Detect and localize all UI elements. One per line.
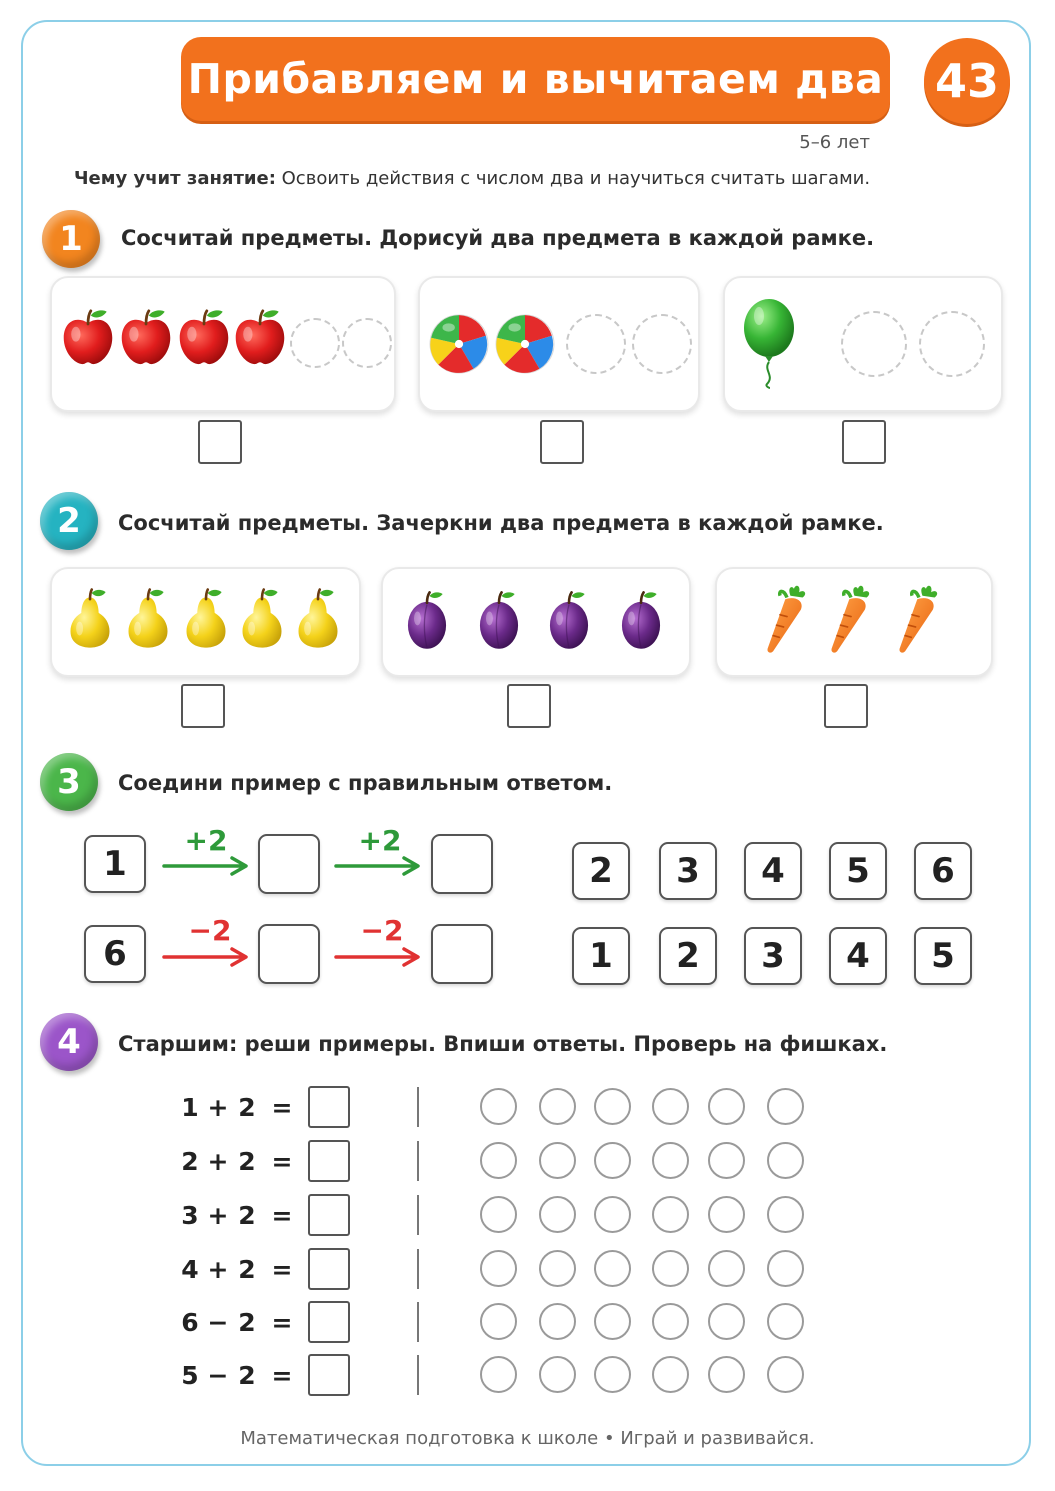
pear-icon[interactable]	[236, 587, 288, 651]
apple-icon	[118, 306, 174, 368]
chain-start-add: 1	[84, 835, 146, 893]
counting-chip[interactable]	[594, 1303, 631, 1340]
answer-option[interactable]: 2	[572, 842, 630, 900]
plum-icon[interactable]	[401, 589, 453, 653]
task-number-4: 4	[40, 1013, 98, 1071]
equation-row	[180, 1086, 306, 1128]
equation-row	[180, 1248, 306, 1290]
task-title-4: Старшим: реши примеры. Впиши ответы. Проверь на фишках.	[118, 1032, 888, 1056]
draw-placeholder[interactable]	[342, 318, 392, 368]
equation-answer-box[interactable]	[308, 1140, 350, 1182]
counting-chip[interactable]	[539, 1356, 576, 1393]
counting-chip[interactable]	[594, 1196, 631, 1233]
task1-frame-balloons	[723, 276, 1003, 412]
counting-chip[interactable]	[539, 1196, 576, 1233]
chain-answer-box[interactable]	[258, 834, 320, 894]
task2-frame-plums	[381, 567, 691, 677]
page-title: Прибавляем и вычитаем два	[187, 55, 884, 103]
lesson-goal	[74, 168, 870, 189]
equals-sign: =	[271, 1200, 293, 1230]
equation-row	[180, 1301, 306, 1343]
ball-icon	[494, 313, 556, 375]
chain-answer-box[interactable]	[431, 924, 493, 984]
divider-line	[417, 1087, 419, 1127]
chain-answer-box[interactable]	[258, 924, 320, 984]
counting-chip[interactable]	[652, 1196, 689, 1233]
counting-chip[interactable]	[652, 1356, 689, 1393]
draw-placeholder[interactable]	[919, 311, 985, 377]
footer-text: Математическая подготовка к школе • Играй и развивайся.	[240, 1428, 815, 1449]
count-answer-box[interactable]	[507, 684, 551, 728]
task-number-2: 2	[40, 492, 98, 550]
counting-chip[interactable]	[708, 1356, 745, 1393]
task-title-1: Сосчитай предметы. Дорисуй два предмета в каждой рамке.	[121, 226, 875, 250]
page-number-badge: 43	[924, 38, 1010, 124]
operand: 2	[238, 1092, 256, 1122]
counting-chip[interactable]	[480, 1303, 517, 1340]
counting-chip[interactable]	[652, 1250, 689, 1287]
equals-sign: =	[271, 1307, 293, 1337]
operand: 2	[238, 1254, 256, 1284]
task-number-1: 1	[42, 210, 100, 268]
counting-chip[interactable]	[652, 1142, 689, 1179]
operand: 2	[238, 1146, 256, 1176]
answer-option[interactable]: 1	[572, 927, 630, 985]
goal-label: Чему учит занятие:	[74, 168, 276, 189]
operand: 2	[238, 1200, 256, 1230]
count-answer-box[interactable]	[540, 420, 584, 464]
answer-option[interactable]: 3	[659, 842, 717, 900]
step-label-add: +2	[358, 824, 402, 857]
apple-icon	[176, 306, 232, 368]
equation-answer-box[interactable]	[308, 1194, 350, 1236]
draw-placeholder[interactable]	[632, 314, 692, 374]
count-answer-box[interactable]	[181, 684, 225, 728]
operand: 4	[181, 1254, 199, 1284]
title-banner	[181, 37, 890, 121]
counting-chip[interactable]	[708, 1088, 745, 1125]
count-answer-box[interactable]	[824, 684, 868, 728]
counting-chip[interactable]	[767, 1196, 804, 1233]
equation-answer-box[interactable]	[308, 1086, 350, 1128]
pear-icon[interactable]	[180, 587, 232, 651]
operator: +	[207, 1200, 229, 1230]
counting-chip[interactable]	[480, 1142, 517, 1179]
counting-chip[interactable]	[708, 1142, 745, 1179]
divider-line	[417, 1249, 419, 1289]
counting-chip[interactable]	[594, 1356, 631, 1393]
arrow-right-icon	[334, 846, 422, 886]
counting-chip[interactable]	[480, 1250, 517, 1287]
operand: 1	[181, 1092, 199, 1122]
counting-chip[interactable]	[594, 1142, 631, 1179]
counting-chip[interactable]	[480, 1356, 517, 1393]
arrow-right-icon	[334, 937, 422, 977]
apple-icon	[60, 306, 116, 368]
draw-placeholder[interactable]	[290, 318, 340, 368]
count-answer-box[interactable]	[842, 420, 886, 464]
age-label: 5–6 лет	[799, 132, 870, 153]
pear-icon[interactable]	[122, 587, 174, 651]
answer-option[interactable]: 4	[744, 842, 802, 900]
equation-answer-box[interactable]	[308, 1354, 350, 1396]
plum-icon[interactable]	[543, 589, 595, 653]
answer-option[interactable]: 3	[744, 927, 802, 985]
task2-frame-pears	[50, 567, 361, 677]
balloon-icon	[739, 298, 799, 390]
equation-row	[180, 1194, 306, 1236]
operator: −	[207, 1307, 229, 1337]
draw-placeholder[interactable]	[566, 314, 626, 374]
operator: +	[207, 1146, 229, 1176]
counting-chip[interactable]	[708, 1196, 745, 1233]
equation-answer-box[interactable]	[308, 1301, 350, 1343]
counting-chip[interactable]	[594, 1088, 631, 1125]
carrot-icon[interactable]	[761, 585, 813, 655]
apple-icon	[232, 306, 288, 368]
equals-sign: =	[271, 1254, 293, 1284]
counting-chip[interactable]	[767, 1250, 804, 1287]
answer-option[interactable]: 5	[914, 927, 972, 985]
carrot-icon[interactable]	[893, 585, 945, 655]
counting-chip[interactable]	[539, 1142, 576, 1179]
operand: 2	[181, 1146, 199, 1176]
task2-frame-carrots	[715, 567, 993, 677]
counting-chip[interactable]	[767, 1303, 804, 1340]
operand: 3	[181, 1200, 199, 1230]
operator: +	[207, 1254, 229, 1284]
counting-chip[interactable]	[480, 1088, 517, 1125]
operator: +	[207, 1092, 229, 1122]
counting-chip[interactable]	[480, 1196, 517, 1233]
goal-text: Освоить действия с числом два и научиться считать шагами.	[275, 168, 871, 189]
chain-start-sub: 6	[84, 925, 146, 983]
step-label-add: +2	[184, 824, 228, 857]
plum-icon[interactable]	[615, 589, 667, 653]
counting-chip[interactable]	[767, 1142, 804, 1179]
answer-option[interactable]: 6	[914, 842, 972, 900]
equals-sign: =	[271, 1092, 293, 1122]
operand: 2	[238, 1360, 256, 1390]
pear-icon[interactable]	[292, 587, 344, 651]
counting-chip[interactable]	[539, 1250, 576, 1287]
carrot-icon[interactable]	[825, 585, 877, 655]
operand: 6	[181, 1307, 199, 1337]
chain-answer-box[interactable]	[431, 834, 493, 894]
counting-chip[interactable]	[539, 1088, 576, 1125]
task-number-3: 3	[40, 753, 98, 811]
plum-icon[interactable]	[473, 589, 525, 653]
divider-line	[417, 1302, 419, 1342]
equation-row	[180, 1354, 306, 1396]
equation-answer-box[interactable]	[308, 1248, 350, 1290]
divider-line	[417, 1195, 419, 1235]
pear-icon[interactable]	[64, 587, 116, 651]
operator: −	[207, 1360, 229, 1390]
divider-line	[417, 1141, 419, 1181]
counting-chip[interactable]	[594, 1250, 631, 1287]
counting-chip[interactable]	[708, 1250, 745, 1287]
draw-placeholder[interactable]	[841, 311, 907, 377]
step-label-sub: −2	[188, 914, 232, 947]
answer-option[interactable]: 5	[829, 842, 887, 900]
count-answer-box[interactable]	[198, 420, 242, 464]
counting-chip[interactable]	[652, 1088, 689, 1125]
step-label-sub: −2	[360, 914, 404, 947]
counting-chip[interactable]	[767, 1356, 804, 1393]
task1-frame-apples	[50, 276, 396, 412]
task1-frame-balls	[418, 276, 700, 412]
equals-sign: =	[271, 1146, 293, 1176]
operand: 2	[238, 1307, 256, 1337]
counting-chip[interactable]	[539, 1303, 576, 1340]
task-title-3: Соедини пример с правильным ответом.	[118, 771, 613, 795]
ball-icon	[428, 313, 490, 375]
equals-sign: =	[271, 1360, 293, 1390]
counting-chip[interactable]	[708, 1303, 745, 1340]
answer-option[interactable]: 4	[829, 927, 887, 985]
counting-chip[interactable]	[652, 1303, 689, 1340]
divider-line	[417, 1355, 419, 1395]
equation-row	[180, 1140, 306, 1182]
arrow-right-icon	[162, 846, 250, 886]
answer-option[interactable]: 2	[659, 927, 717, 985]
operand: 5	[181, 1360, 199, 1390]
task-title-2: Сосчитай предметы. Зачеркни два предмета в каждой рамке.	[118, 511, 884, 535]
counting-chip[interactable]	[767, 1088, 804, 1125]
arrow-right-icon	[162, 937, 250, 977]
